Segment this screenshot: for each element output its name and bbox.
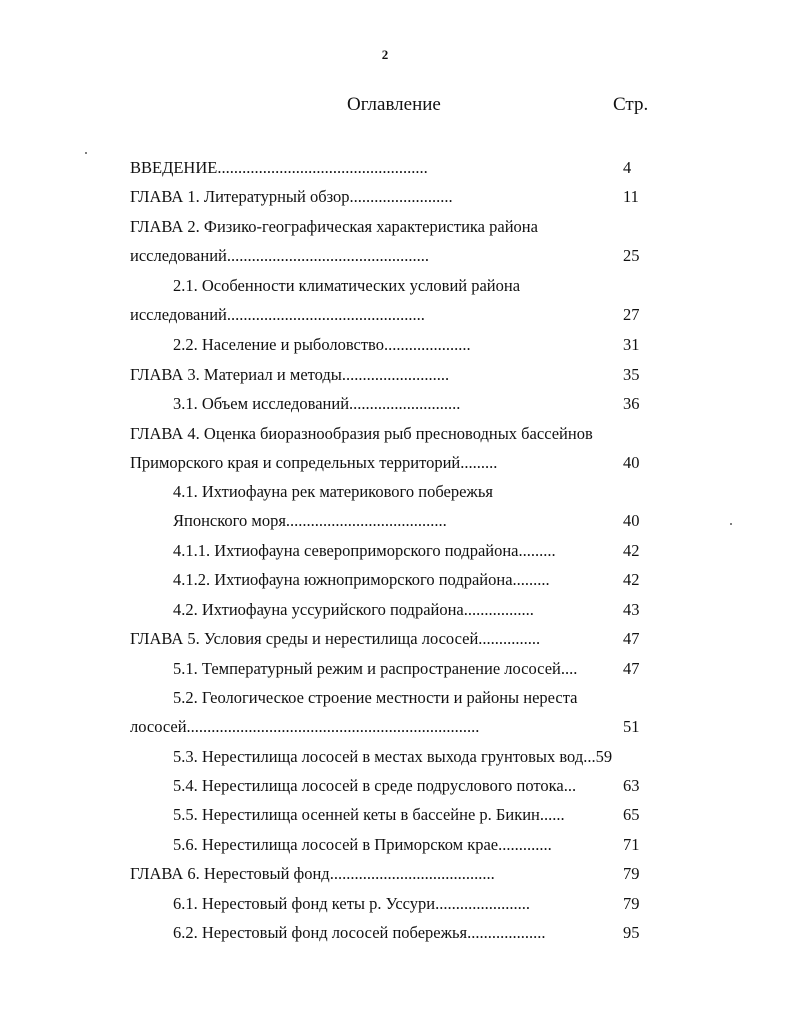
toc-entry-page: 47	[623, 659, 640, 678]
toc-entry-page: 79	[623, 894, 640, 913]
toc-entry-text: 6.1. Нерестовый фонд кеты р. Уссури.......................	[173, 894, 530, 913]
toc-entry-text: ГЛАВА 5. Условия среды и нерестилища лососей...............	[130, 629, 541, 648]
toc-entry-text: 6.2. Нерестовый фонд лососей побережья...................	[173, 923, 546, 942]
toc-entry-text: 5.2. Геологическое строение местности и районы нереста	[173, 688, 578, 707]
toc-entry-page: 79	[623, 864, 640, 883]
toc-entry-text: 4.1.2. Ихтиофауна южноприморского подрайона.........	[173, 570, 550, 589]
toc-entry-page: 65	[623, 805, 640, 824]
page-number: 2	[381, 47, 389, 62]
toc-entry-page: 31	[623, 335, 640, 354]
toc-entry	[0, 187, 792, 217]
toc-entry	[0, 394, 792, 424]
toc-entry-page: 95	[623, 923, 640, 942]
toc-entry	[0, 511, 792, 541]
toc-entry-text: 5.5. Нерестилища осенней кеты в бассейне р. Бикин......	[173, 805, 565, 824]
page-column-label: Стр.	[613, 94, 649, 115]
toc-entry-text: 5.4. Нерестилища лососей в среде подруслового потока...	[173, 776, 577, 795]
toc-entry	[0, 600, 792, 630]
toc-entry-page: 43	[623, 600, 640, 619]
toc-entry-text: исследований.................................................	[130, 246, 429, 265]
scan-speck	[85, 152, 87, 154]
toc-entry-text: ГЛАВА 3. Материал и методы..........................	[130, 365, 450, 384]
toc-entry-text: 2.1. Особенности климатических условий района	[173, 276, 521, 295]
toc-entry-page: 11	[623, 187, 639, 206]
toc-entry	[0, 217, 792, 247]
toc-entry-text: исследований................................................	[130, 305, 425, 324]
toc-entry-text: 3.1. Объем исследований...........................	[173, 394, 461, 413]
toc-entry-page: 36	[623, 394, 640, 413]
toc-entry-page: 47	[623, 629, 640, 648]
toc-entry-page: 40	[623, 511, 640, 530]
toc-entry-text: Приморского края и сопредельных территорий.........	[130, 453, 498, 472]
toc-entry-text: 4.1.1. Ихтиофауна североприморского подрайона.........	[173, 541, 556, 560]
toc-entry	[0, 305, 792, 335]
toc-entry	[0, 923, 792, 953]
toc-entry	[0, 805, 792, 835]
toc-entry	[0, 335, 792, 365]
toc-entry	[0, 688, 792, 718]
toc-entry	[0, 776, 792, 806]
toc-entry-page: 27	[623, 305, 640, 324]
toc-entry-page: 4	[623, 158, 632, 177]
toc-entry	[0, 246, 792, 276]
toc-entry	[0, 570, 792, 600]
toc-entry	[0, 365, 792, 395]
toc-entry	[0, 276, 792, 306]
toc-entry-text: лососей.......................................................................	[130, 717, 480, 736]
toc-entry-page: 51	[623, 717, 640, 736]
toc-entry	[0, 747, 792, 777]
toc-entry	[0, 482, 792, 512]
toc-entry-text: ГЛАВА 2. Физико-географическая характеристика района	[130, 217, 538, 236]
toc-entry-page: 42	[623, 541, 640, 560]
toc-entry-page: 42	[623, 570, 640, 589]
toc-entry	[0, 541, 792, 571]
toc-entry	[0, 835, 792, 865]
toc-title: Оглавление	[347, 94, 441, 115]
toc-entry-text: 5.3. Нерестилища лососей в местах выхода грунтовых вод...59	[173, 747, 613, 766]
toc-entry-text: ГЛАВА 1. Литературный обзор.........................	[130, 187, 453, 206]
toc-entry	[0, 659, 792, 689]
toc-entry	[0, 424, 792, 454]
toc-entry-text: ВВЕДЕНИЕ...................................................	[130, 158, 428, 177]
toc-entry-text: Японского моря.......................................	[173, 511, 447, 530]
toc-entry-page: 40	[623, 453, 640, 472]
toc-entry-text: 5.6. Нерестилища лососей в Приморском крае.............	[173, 835, 552, 854]
toc-entry	[0, 629, 792, 659]
toc-entry-page: 25	[623, 246, 640, 265]
toc-entry	[0, 894, 792, 924]
toc-entry-text: 4.1. Ихтиофауна рек материкового побережья	[173, 482, 493, 501]
toc-entry-page: 71	[623, 835, 640, 854]
toc-entry-text: ГЛАВА 4. Оценка биоразнообразия рыб пресноводных бассейнов	[130, 424, 593, 443]
toc-entry	[0, 864, 792, 894]
toc-entry-page: 35	[623, 365, 640, 384]
toc-entry-text: 2.2. Население и рыболовство.....................	[173, 335, 471, 354]
toc-entry-text: 5.1. Температурный режим и распространение лососей....	[173, 659, 578, 678]
toc-entry	[0, 717, 792, 747]
toc-entry-page: 63	[623, 776, 640, 795]
toc-entry	[0, 158, 792, 188]
toc-entry	[0, 453, 792, 483]
toc-entry-text: 4.2. Ихтиофауна уссурийского подрайона.................	[173, 600, 534, 619]
toc-entry-text: ГЛАВА 6. Нерестовый фонд........................................	[130, 864, 495, 883]
